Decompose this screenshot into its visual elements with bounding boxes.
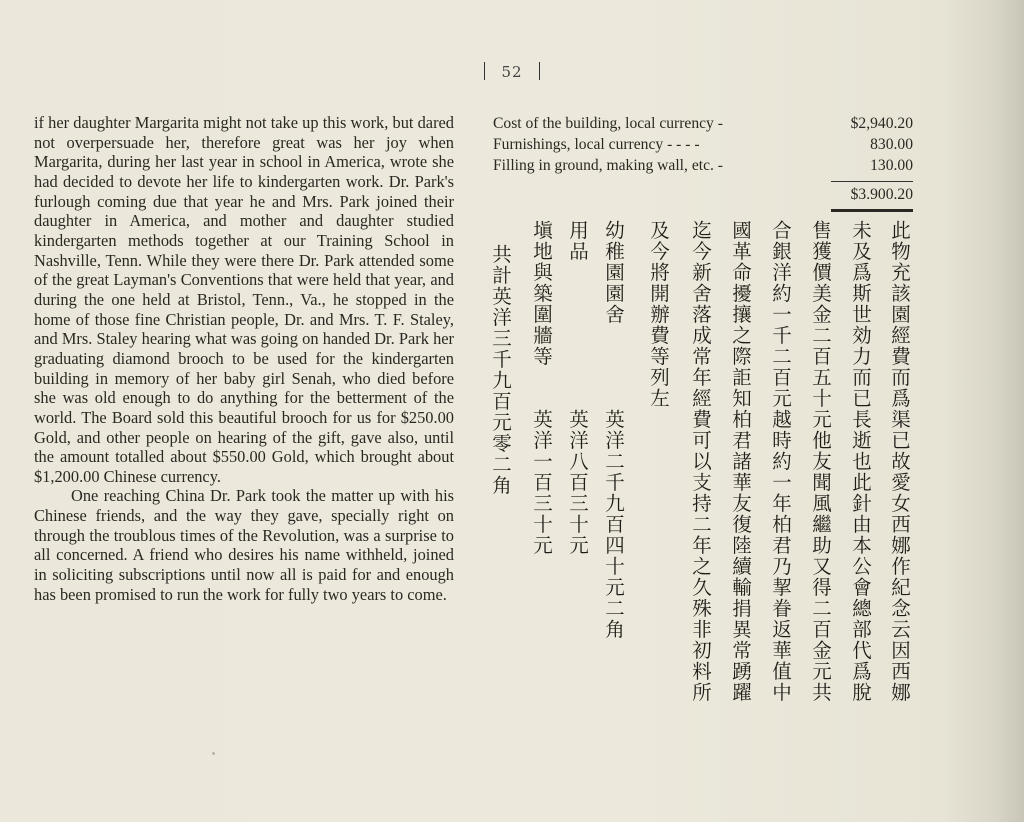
english-paragraph-2: One reaching China Dr. Park took the matter up with his Chinese friends, and the way they gave, specially right on through the troublous times of the Revolution, was a surprise to all concerned. A friend who desires his name withheld, joined in soliciting subscriptions until now all is paid for and enough has been promised to run the work for fully two years to come. [34, 486, 454, 604]
cost-table [493, 113, 913, 205]
cost-amount: 830.00 [870, 136, 913, 153]
cost-label: Furnishings, local currency - - - - [493, 136, 700, 153]
cost-row-filling [493, 155, 913, 176]
chinese-column-7: 及今將開辦費等列左 [647, 220, 670, 409]
page-number-left-bar [484, 62, 486, 80]
chinese-column-4: 合銀洋約一千二百元越時約一年柏君乃挈眷返華值中 [769, 220, 792, 703]
page-number-text: 52 [501, 63, 523, 81]
cost-amount: 130.00 [870, 157, 913, 174]
english-column [34, 113, 454, 604]
cost-label: Cost of the building, local currency - [493, 115, 723, 132]
cost-row-furnishings [493, 134, 913, 155]
cost-label: Filling in ground, making wall, etc. - [493, 157, 723, 174]
paper-speck [212, 752, 215, 755]
english-paragraph-1: if her daughter Margarita might not take up this work, but dared not overpersuade her, therefore great was her joy when Margarita, during her last year in school in America, wrote she had decided to devote her life to kindergarten work. Dr. Park's furlough coming due that year he and Mrs. Park joined their daughter in America, and mother and daughter studied kindergarten methods together at our Training School in Nashville, Tenn. While they were there Dr. Park attended some of the great Layman's Conventions that were held that year, and during the one held at Bristol, Tenn., Va., he stopped in the home of those fine Christian people, Dr. and Mrs. T. F. Staley, and Mrs. Staley hearing what was going on handed Dr. Park her graduating diamond brooch to be used for the kindergarten building in memory of her baby girl Senah, who died before she was old enough to do anything for the betterment of the world. The Board sold this beautiful brooch for us for $250.00 Gold, and other people on hearing of the gift, gave also, until the amount totalled about $550.00 Gold, which brought about $1,200.00 Chinese currency. [34, 113, 454, 486]
cost-amount: $2,940.20 [850, 115, 913, 132]
cost-total-amount: $3.900.20 [831, 181, 913, 205]
chinese-column-10: 塡地與築圍牆等 英洋一百三十元 [530, 220, 553, 556]
chinese-column-2: 未及爲斯世効力而已長逝也此針由本公會總部代爲脫 [849, 220, 872, 703]
chinese-column-9: 用品 英洋八百三十元 [566, 220, 589, 556]
chinese-text-block [480, 220, 920, 740]
chinese-column-11: 共計英洋三千九百元零二角 [489, 244, 512, 496]
page-number [0, 62, 1024, 81]
cost-row-building [493, 113, 913, 134]
chinese-column-1: 此物充該園經費而爲渠已故愛女西娜作紀念云因西娜 [888, 220, 911, 703]
page-number-right-bar [539, 62, 541, 80]
chinese-column-6: 迄今新舍落成常年經費可以支持二年之久殊非初料所 [689, 220, 712, 703]
cost-total [493, 181, 913, 205]
section-divider-rule [831, 209, 913, 212]
chinese-column-8: 幼稚園園舍 英洋二千九百四十元二角 [602, 220, 625, 640]
chinese-column-3: 售獲價美金二百五十元他友聞風繼助又得二百金元共 [809, 220, 832, 703]
chinese-column-5: 國革命擾攘之際詎知柏君諸華友復陸續輸捐異常踴躍 [729, 220, 752, 703]
